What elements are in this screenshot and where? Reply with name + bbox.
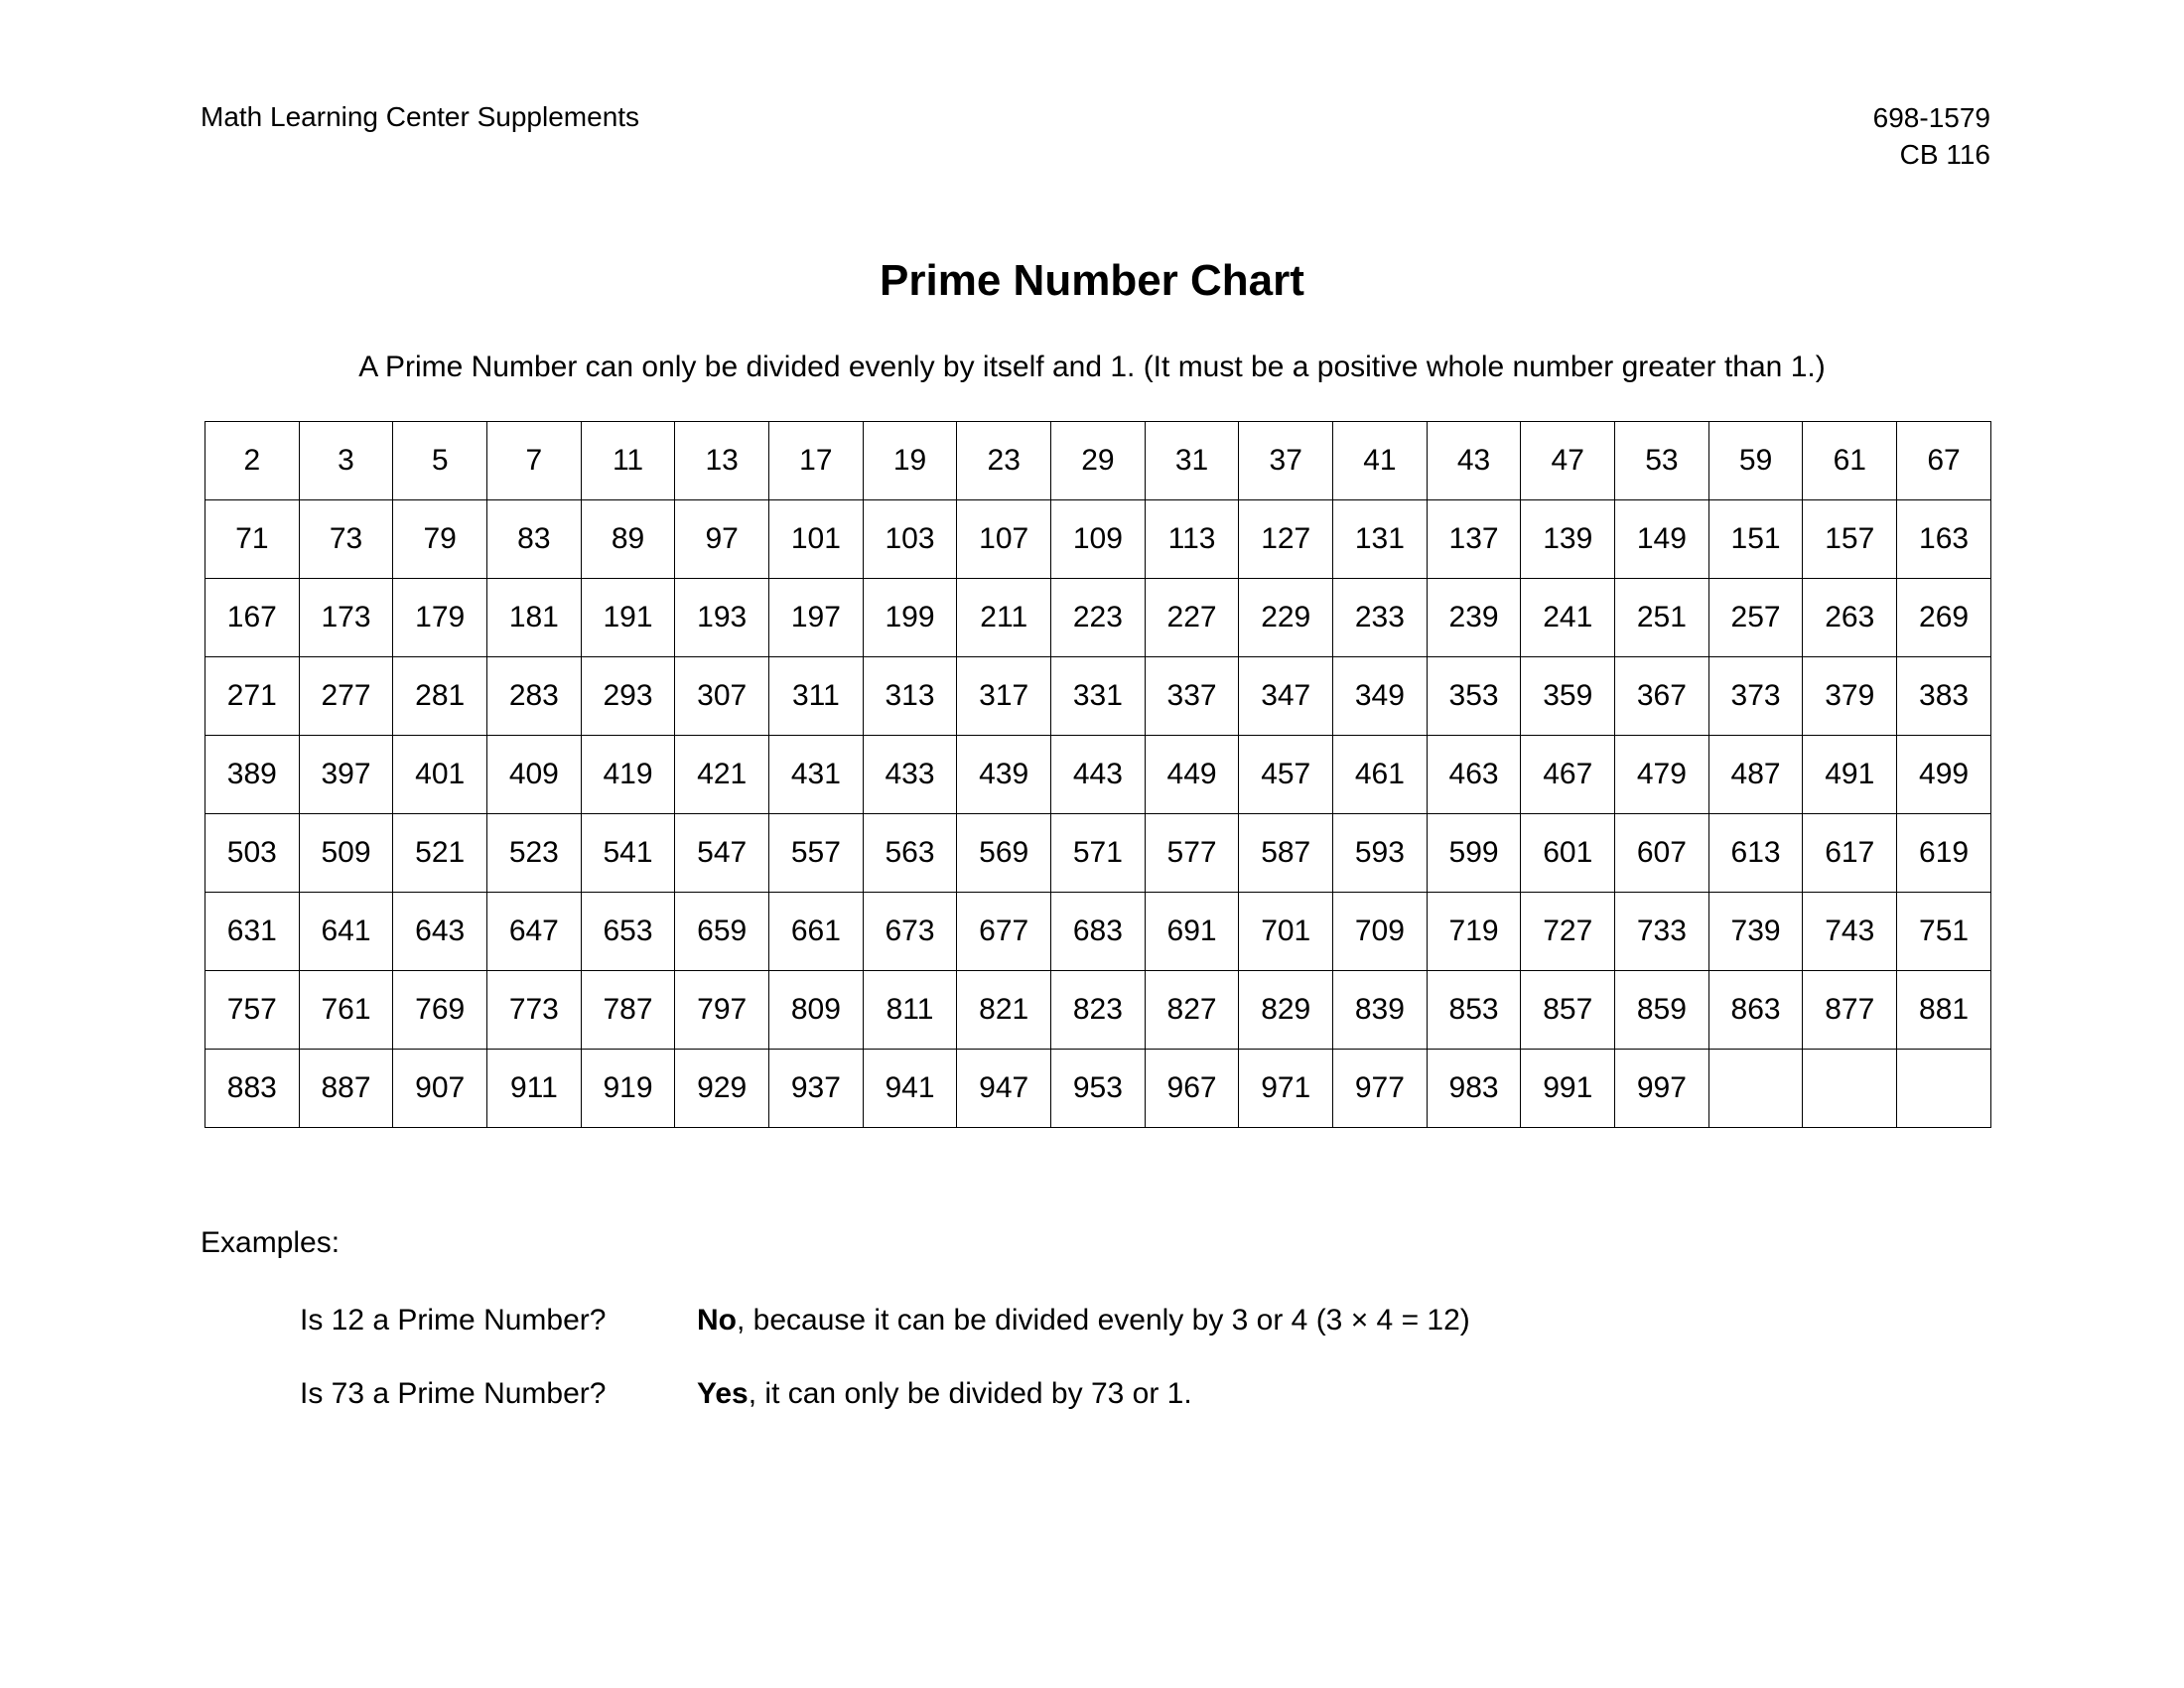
prime-cell: 23 <box>957 422 1051 500</box>
prime-cell: 401 <box>393 736 487 814</box>
prime-cell <box>1803 1050 1897 1128</box>
prime-cell: 223 <box>1051 579 1146 657</box>
prime-cell: 79 <box>393 500 487 579</box>
prime-cell: 743 <box>1803 893 1897 971</box>
prime-cell: 461 <box>1333 736 1428 814</box>
prime-cell: 139 <box>1521 500 1615 579</box>
prime-cell: 311 <box>769 657 864 736</box>
prime-cell: 31 <box>1145 422 1239 500</box>
table-row <box>205 1050 1991 1128</box>
prime-cell: 563 <box>863 814 957 893</box>
prime-cell: 937 <box>769 1050 864 1128</box>
prime-cell: 409 <box>487 736 582 814</box>
example-answer-text: , because it can be divided evenly by 3 or 4 (3 × 4 = 12) <box>737 1304 1470 1336</box>
prime-cell: 269 <box>1897 579 1991 657</box>
prime-cell: 811 <box>863 971 957 1050</box>
prime-cell: 353 <box>1427 657 1521 736</box>
prime-cell: 157 <box>1803 500 1897 579</box>
prime-cell: 883 <box>205 1050 300 1128</box>
prime-cell: 739 <box>1708 893 1803 971</box>
example-row-2 <box>300 1374 1192 1414</box>
prime-cell: 193 <box>675 579 769 657</box>
prime-cell: 827 <box>1145 971 1239 1050</box>
prime-cell: 43 <box>1427 422 1521 500</box>
prime-cell: 131 <box>1333 500 1428 579</box>
prime-cell: 163 <box>1897 500 1991 579</box>
header-left-text: Math Learning Center Supplements <box>201 101 640 132</box>
prime-cell: 491 <box>1803 736 1897 814</box>
table-row <box>205 422 1991 500</box>
prime-cell: 283 <box>487 657 582 736</box>
table-row <box>205 500 1991 579</box>
prime-cell: 607 <box>1615 814 1709 893</box>
prime-cell: 149 <box>1615 500 1709 579</box>
prime-cell: 947 <box>957 1050 1051 1128</box>
prime-cell: 863 <box>1708 971 1803 1050</box>
example-row-1 <box>300 1301 1470 1340</box>
prime-cell: 337 <box>1145 657 1239 736</box>
prime-cell: 151 <box>1708 500 1803 579</box>
prime-cell: 431 <box>769 736 864 814</box>
prime-cell: 367 <box>1615 657 1709 736</box>
table-row <box>205 657 1991 736</box>
prime-cell: 463 <box>1427 736 1521 814</box>
page-subtitle: A Prime Number can only be divided evenly by itself and 1. (It must be a positive whole number greater than 1.) <box>358 351 1826 383</box>
prime-cell: 967 <box>1145 1050 1239 1128</box>
prime-cell: 569 <box>957 814 1051 893</box>
prime-cell: 179 <box>393 579 487 657</box>
prime-cell: 751 <box>1897 893 1991 971</box>
prime-cell: 17 <box>769 422 864 500</box>
prime-cell: 383 <box>1897 657 1991 736</box>
prime-cell: 349 <box>1333 657 1428 736</box>
prime-cell: 137 <box>1427 500 1521 579</box>
prime-cell: 127 <box>1239 500 1333 579</box>
prime-cell: 113 <box>1145 500 1239 579</box>
prime-cell: 887 <box>299 1050 393 1128</box>
prime-cell: 101 <box>769 500 864 579</box>
prime-cell: 241 <box>1521 579 1615 657</box>
prime-cell: 181 <box>487 579 582 657</box>
prime-cell: 199 <box>863 579 957 657</box>
prime-cell: 509 <box>299 814 393 893</box>
prime-cell: 587 <box>1239 814 1333 893</box>
prime-cell: 641 <box>299 893 393 971</box>
prime-cell: 173 <box>299 579 393 657</box>
prime-cell: 911 <box>487 1050 582 1128</box>
prime-cell: 13 <box>675 422 769 500</box>
prime-cell: 541 <box>581 814 675 893</box>
header-right-block <box>1873 99 1990 173</box>
prime-cell: 673 <box>863 893 957 971</box>
prime-cell: 853 <box>1427 971 1521 1050</box>
prime-cell: 701 <box>1239 893 1333 971</box>
prime-cell: 571 <box>1051 814 1146 893</box>
page-title: Prime Number Chart <box>880 256 1304 305</box>
prime-cell: 733 <box>1615 893 1709 971</box>
prime-cell: 97 <box>675 500 769 579</box>
prime-cell: 677 <box>957 893 1051 971</box>
prime-cell: 3 <box>299 422 393 500</box>
phone-number: 698-1579 <box>1872 102 1990 133</box>
room-number: CB 116 <box>1899 139 1990 170</box>
prime-cell: 457 <box>1239 736 1333 814</box>
prime-cell: 167 <box>205 579 300 657</box>
prime-cell: 857 <box>1521 971 1615 1050</box>
prime-cell: 59 <box>1708 422 1803 500</box>
prime-cell: 977 <box>1333 1050 1428 1128</box>
prime-cell: 991 <box>1521 1050 1615 1128</box>
prime-cell: 727 <box>1521 893 1615 971</box>
prime-cell: 263 <box>1803 579 1897 657</box>
prime-cell: 647 <box>487 893 582 971</box>
prime-cell: 773 <box>487 971 582 1050</box>
prime-cell: 307 <box>675 657 769 736</box>
prime-cell: 757 <box>205 971 300 1050</box>
prime-cell: 5 <box>393 422 487 500</box>
prime-cell: 89 <box>581 500 675 579</box>
prime-cell: 257 <box>1708 579 1803 657</box>
table-row <box>205 814 1991 893</box>
prime-cell: 47 <box>1521 422 1615 500</box>
prime-cell: 769 <box>393 971 487 1050</box>
prime-cell: 7 <box>487 422 582 500</box>
table-row <box>205 579 1991 657</box>
prime-cell: 227 <box>1145 579 1239 657</box>
prime-cell: 373 <box>1708 657 1803 736</box>
prime-cell: 761 <box>299 971 393 1050</box>
prime-cell: 71 <box>205 500 300 579</box>
table-row <box>205 736 1991 814</box>
prime-cell: 103 <box>863 500 957 579</box>
prime-cell: 499 <box>1897 736 1991 814</box>
prime-cell: 661 <box>769 893 864 971</box>
prime-cell: 19 <box>863 422 957 500</box>
prime-cell: 233 <box>1333 579 1428 657</box>
prime-cell: 439 <box>957 736 1051 814</box>
prime-cell: 997 <box>1615 1050 1709 1128</box>
prime-cell: 877 <box>1803 971 1897 1050</box>
prime-cell: 397 <box>299 736 393 814</box>
prime-cell: 317 <box>957 657 1051 736</box>
prime-cell: 929 <box>675 1050 769 1128</box>
prime-cell: 599 <box>1427 814 1521 893</box>
prime-cell: 479 <box>1615 736 1709 814</box>
prime-cell: 277 <box>299 657 393 736</box>
prime-cell: 821 <box>957 971 1051 1050</box>
prime-cell: 617 <box>1803 814 1897 893</box>
prime-cell: 709 <box>1333 893 1428 971</box>
prime-cell: 577 <box>1145 814 1239 893</box>
prime-cell: 983 <box>1427 1050 1521 1128</box>
prime-cell: 191 <box>581 579 675 657</box>
prime-cell: 829 <box>1239 971 1333 1050</box>
example-answer-word: Yes <box>697 1377 749 1410</box>
prime-cell: 797 <box>675 971 769 1050</box>
prime-cell: 809 <box>769 971 864 1050</box>
table-row <box>205 893 1991 971</box>
prime-cell: 293 <box>581 657 675 736</box>
prime-number-table <box>205 421 1991 1128</box>
prime-cell: 331 <box>1051 657 1146 736</box>
prime-cell: 281 <box>393 657 487 736</box>
prime-cell: 379 <box>1803 657 1897 736</box>
prime-cell: 503 <box>205 814 300 893</box>
prime-cell: 2 <box>205 422 300 500</box>
example-answer-text: , it can only be divided by 73 or 1. <box>748 1377 1192 1410</box>
prime-cell: 953 <box>1051 1050 1146 1128</box>
prime-cell: 907 <box>393 1050 487 1128</box>
prime-cell: 593 <box>1333 814 1428 893</box>
table-row <box>205 971 1991 1050</box>
prime-cell: 601 <box>1521 814 1615 893</box>
prime-cell: 691 <box>1145 893 1239 971</box>
prime-cell: 251 <box>1615 579 1709 657</box>
prime-cell: 271 <box>205 657 300 736</box>
example-question: Is 73 a Prime Number? <box>300 1377 607 1410</box>
prime-cell: 919 <box>581 1050 675 1128</box>
prime-cell: 433 <box>863 736 957 814</box>
prime-cell: 971 <box>1239 1050 1333 1128</box>
prime-cell: 313 <box>863 657 957 736</box>
prime-cell <box>1897 1050 1991 1128</box>
prime-cell: 683 <box>1051 893 1146 971</box>
prime-cell: 61 <box>1803 422 1897 500</box>
prime-cell: 467 <box>1521 736 1615 814</box>
prime-cell: 823 <box>1051 971 1146 1050</box>
prime-cell: 67 <box>1897 422 1991 500</box>
prime-cell: 653 <box>581 893 675 971</box>
prime-cell: 619 <box>1897 814 1991 893</box>
prime-cell: 53 <box>1615 422 1709 500</box>
prime-cell: 557 <box>769 814 864 893</box>
examples-label: Examples: <box>201 1226 341 1259</box>
prime-cell: 521 <box>393 814 487 893</box>
prime-cell: 631 <box>205 893 300 971</box>
example-question: Is 12 a Prime Number? <box>300 1304 607 1336</box>
prime-cell: 487 <box>1708 736 1803 814</box>
prime-cell: 881 <box>1897 971 1991 1050</box>
prime-cell: 941 <box>863 1050 957 1128</box>
prime-cell: 41 <box>1333 422 1428 500</box>
prime-cell: 787 <box>581 971 675 1050</box>
prime-table-body <box>205 422 1991 1128</box>
prime-cell: 719 <box>1427 893 1521 971</box>
prime-cell: 229 <box>1239 579 1333 657</box>
prime-cell: 239 <box>1427 579 1521 657</box>
prime-cell: 547 <box>675 814 769 893</box>
prime-cell: 523 <box>487 814 582 893</box>
prime-cell: 347 <box>1239 657 1333 736</box>
prime-cell: 643 <box>393 893 487 971</box>
prime-cell: 107 <box>957 500 1051 579</box>
prime-cell: 419 <box>581 736 675 814</box>
prime-cell: 839 <box>1333 971 1428 1050</box>
prime-cell: 421 <box>675 736 769 814</box>
prime-cell: 37 <box>1239 422 1333 500</box>
prime-cell: 29 <box>1051 422 1146 500</box>
prime-cell: 613 <box>1708 814 1803 893</box>
prime-cell: 359 <box>1521 657 1615 736</box>
prime-cell: 659 <box>675 893 769 971</box>
prime-cell: 449 <box>1145 736 1239 814</box>
example-answer-word: No <box>697 1304 737 1336</box>
prime-cell: 11 <box>581 422 675 500</box>
prime-cell: 443 <box>1051 736 1146 814</box>
prime-cell: 389 <box>205 736 300 814</box>
prime-cell: 109 <box>1051 500 1146 579</box>
prime-cell: 211 <box>957 579 1051 657</box>
prime-cell: 83 <box>487 500 582 579</box>
prime-cell: 73 <box>299 500 393 579</box>
prime-cell <box>1708 1050 1803 1128</box>
prime-cell: 859 <box>1615 971 1709 1050</box>
prime-cell: 197 <box>769 579 864 657</box>
